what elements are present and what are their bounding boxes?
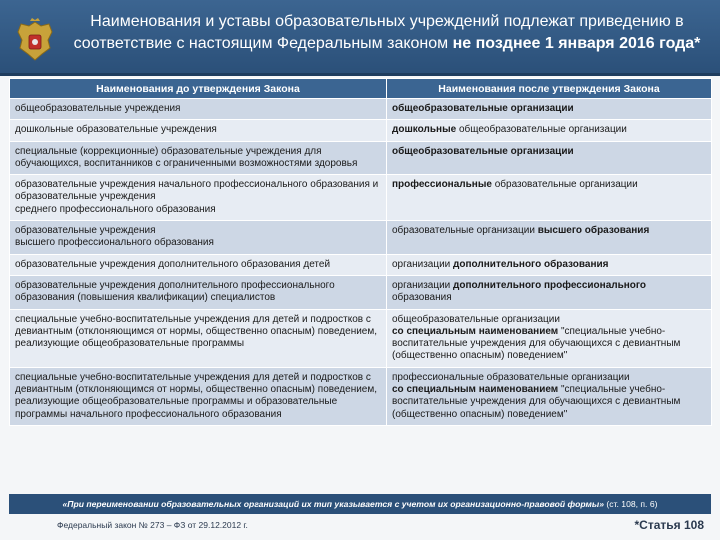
cell-text: общеобразовательные организации xyxy=(392,313,560,325)
cell-name-after xyxy=(387,99,712,120)
cell-text-bold: дополнительного образования xyxy=(453,258,609,270)
cell-text-bold: высшего образования xyxy=(537,225,650,237)
names-table xyxy=(9,78,712,426)
cell-text: реализующие общеобразовательные программы xyxy=(15,338,245,350)
cell-name-after xyxy=(387,221,712,255)
title-text: Наименования и уставы образовательных учреждений подлежат приведению в соответствие с настоящим Федеральным законом xyxy=(73,13,684,52)
table-row xyxy=(10,367,712,425)
cell-text: профессиональные образовательные организации xyxy=(392,371,630,383)
cell-text: образовательные учреждения дополнительного профессионального образования (повышения квалификации) специалистов xyxy=(15,279,335,304)
quote-banner xyxy=(9,494,711,514)
table-row xyxy=(10,275,712,309)
cell-text: образовательные учреждения дополнительного образования детей xyxy=(15,258,331,270)
table-row xyxy=(10,141,712,175)
cell-name-before xyxy=(10,309,387,367)
table-header-row xyxy=(10,79,712,99)
cell-text: образовательные учреждения начального профессионального образования и образовательные учреждения xyxy=(15,179,379,203)
cell-name-before xyxy=(10,275,387,309)
cell-text: специальные учебно-воспитательные учреждения для детей и подростков с девиантным (отклоняющимся от нормы, общественно опасным) поведением, xyxy=(15,313,378,337)
cell-text-bold: дошкольные xyxy=(392,124,457,136)
cell-name-after xyxy=(387,175,712,221)
cell-text: среднего профессионального образования xyxy=(15,203,216,215)
table-row xyxy=(10,254,712,275)
slide-title xyxy=(64,11,710,55)
cell-text: образовательные учреждения xyxy=(15,225,156,237)
footer-article-number: *Статья 108 xyxy=(634,518,704,532)
cell-text: образовательные организации xyxy=(392,225,538,237)
cell-name-after xyxy=(387,309,712,367)
cell-name-after xyxy=(387,141,712,175)
cell-name-after xyxy=(387,254,712,275)
cell-text: общеобразовательные организации xyxy=(456,124,627,136)
cell-text: специальные (коррекционные) образовательные учреждения для обучающихся, воспитанников с ограниченными возможностями здоровья xyxy=(15,145,358,169)
column-header-before: Наименования до утверждения Закона xyxy=(10,79,387,99)
table-row xyxy=(10,175,712,221)
cell-name-after xyxy=(387,367,712,425)
quote-reference: (ст. 108, п. 6) xyxy=(603,499,658,509)
table-row xyxy=(10,99,712,120)
cell-text: высшего профессионального образования xyxy=(15,237,214,249)
title-deadline: не позднее 1 января 2016 года* xyxy=(452,35,701,52)
cell-text: "специальные учебно-воспитательные учреждения для обучающихся с девиантным (общественно опасным) поведением" xyxy=(392,384,681,420)
cell-text: организации xyxy=(392,279,454,291)
cell-name-after xyxy=(387,120,712,141)
cell-name-before xyxy=(10,120,387,141)
names-table-container xyxy=(9,78,711,426)
cell-text-bold: со специальным наименованием xyxy=(392,384,559,396)
cell-text: организации xyxy=(392,258,454,270)
cell-name-before xyxy=(10,141,387,175)
cell-text-bold: общеобразовательные организации xyxy=(392,103,574,114)
cell-name-before xyxy=(10,254,387,275)
slide-header xyxy=(0,0,720,76)
cell-name-before xyxy=(10,99,387,120)
column-header-after: Наименования после утверждения Закона xyxy=(387,79,712,99)
cell-text-bold: общеобразовательные организации xyxy=(392,145,574,157)
quote-emphasis: организационно-правовой формы» xyxy=(450,499,604,509)
cell-name-after xyxy=(387,275,712,309)
cell-name-before xyxy=(10,221,387,255)
footer-law-reference: Федеральный закон № 273 – ФЗ от 29.12.2012 г. xyxy=(57,520,248,530)
cell-text: специальные учебно-воспитательные учреждения для детей и подростков с девиантным (отклоняющимся от нормы, общественно опасным) поведением, реализующие общеобразовательные программы и образовательные программы начального профессионального образования xyxy=(15,371,378,420)
cell-text: образования xyxy=(392,292,452,304)
cell-text: "специальные учебно-воспитательные учреждения для обучающихся с девиантным xyxy=(392,325,681,350)
cell-text: (общественно опасным) поведением" xyxy=(392,350,568,362)
table-row xyxy=(10,221,712,255)
table-row xyxy=(10,120,712,141)
cell-text-bold: дополнительного профессионального xyxy=(453,279,647,291)
coat-of-arms-icon xyxy=(14,18,56,64)
table-row xyxy=(10,309,712,367)
cell-text: общеобразовательные учреждения xyxy=(15,103,181,114)
cell-text: дошкольные образовательные учреждения xyxy=(15,124,217,136)
quote-text: «При переименовании образовательных организаций их тип указывается с учетом их xyxy=(62,499,451,509)
table-body xyxy=(10,99,712,426)
cell-name-before xyxy=(10,367,387,425)
cell-text-bold: со специальным наименованием xyxy=(392,325,559,337)
cell-name-before xyxy=(10,175,387,221)
cell-text: образовательные организации xyxy=(491,179,638,191)
cell-text-bold: профессиональные xyxy=(392,179,492,191)
